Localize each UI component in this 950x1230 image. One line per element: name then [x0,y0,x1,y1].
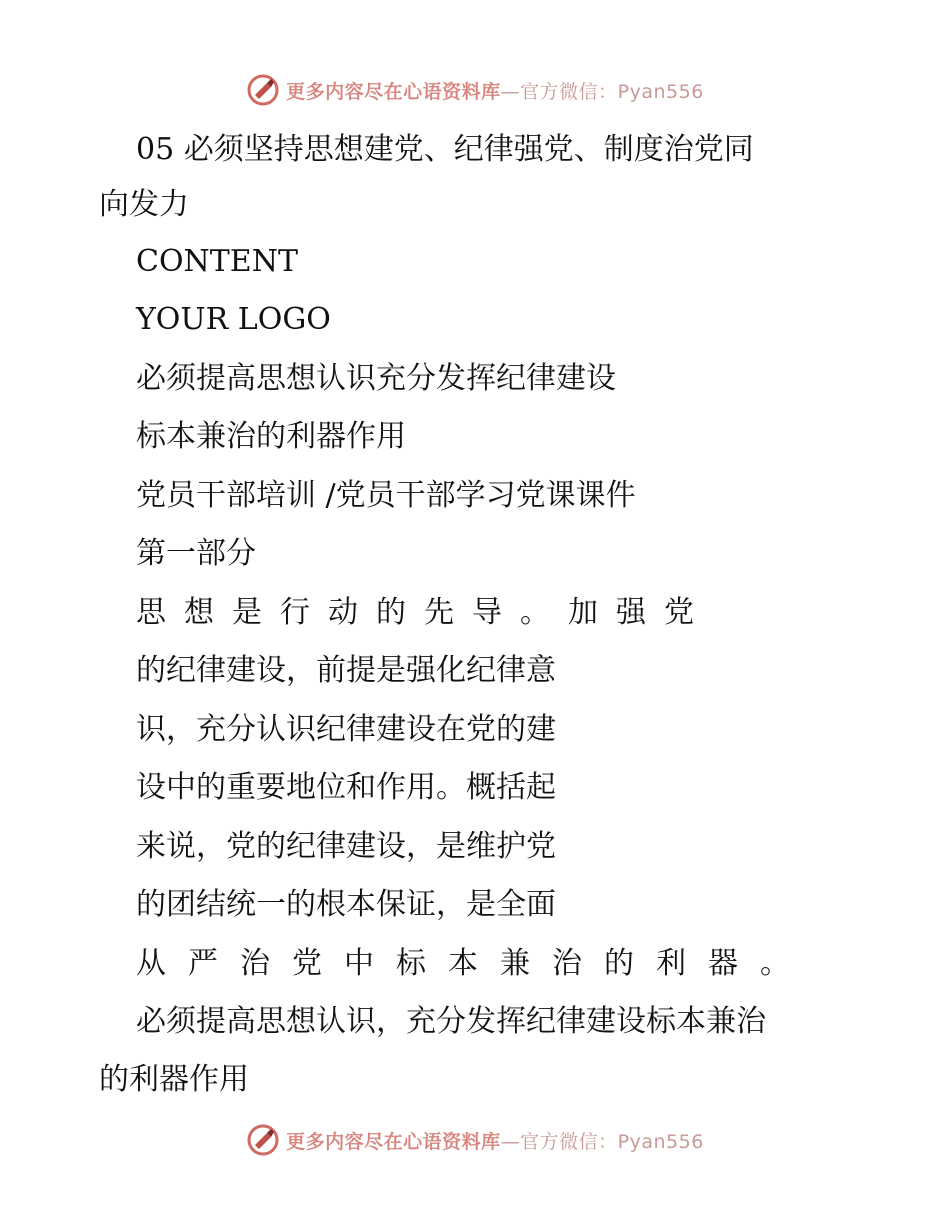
title-line-2: 标本兼治的利器作用 [136,419,406,454]
paragraph-line-5: 来说，党的纪律建设，是维护党 [136,829,556,864]
footer-watermark [0,1120,950,1160]
header-watermark [0,70,950,110]
watermark-suffix: 官方微信：Pyan556 [520,1130,704,1153]
watermark-separator: — [500,1130,521,1153]
watermark-text [286,1127,704,1154]
watermark-text [286,77,704,104]
title-line-1: 必须提高思想认识充分发挥纪律建设 [136,361,616,396]
watermark-separator: — [500,80,521,103]
content-label: CONTENT [136,244,298,279]
paragraph-line-7: 从严治党中标本兼治的利器。 [136,946,812,981]
heading-line-2: 向发力 [99,187,189,222]
paragraph-line-2: 的纪律建设，前提是强化纪律意 [136,653,556,688]
paragraph-line-3: 识，充分认识纪律建设在党的建 [136,712,556,747]
watermark-brand: 更多内容尽在心语资料库 [286,80,501,103]
watermark-brand: 更多内容尽在心语资料库 [286,1130,501,1153]
closing-line-2: 的利器作用 [99,1062,249,1097]
paragraph-line-6: 的团结统一的根本保证，是全面 [136,887,556,922]
watermark-suffix: 官方微信：Pyan556 [520,80,704,103]
part-label: 第一部分 [136,536,256,571]
course-line: 党员干部培训 /党员干部学习党课课件 [136,478,636,513]
paragraph-line-4: 设中的重要地位和作用。概括起 [136,770,556,805]
brand-logo-icon [246,73,280,107]
brand-logo-icon [246,1123,280,1157]
paragraph-line-1: 思想是行动的先导。加强党 [136,595,712,630]
heading-line-1: 05 必须坚持思想建党、纪律强党、制度治党同 [136,132,754,167]
closing-line-1: 必须提高思想认识，充分发挥纪律建设标本兼治 [136,1004,766,1039]
logo-label: YOUR LOGO [136,302,331,337]
